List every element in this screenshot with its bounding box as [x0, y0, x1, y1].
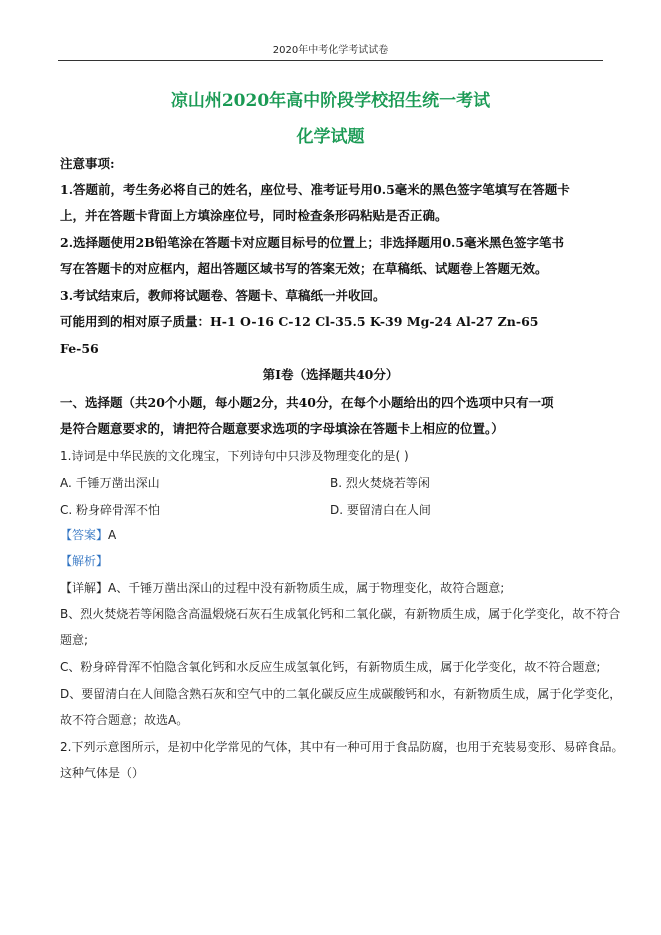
exam-title: 凉山州2020年高中阶段学校招生统一考试 [170, 91, 491, 111]
q1-detail-b1: B、烈火焚烧若等闲隐含高温煅烧石灰石生成氧化钙和二氧化碳，有新物质生成，属于化学变化，故不符合 [60, 607, 621, 621]
detail-label: 【详解】 [60, 581, 109, 595]
q1-detail-b2: 题意; [60, 633, 89, 647]
q1-option-b: B. 烈火焚烧若等闲 [330, 476, 430, 490]
section-title: 第Ⅰ卷（选择题共40分） [262, 367, 399, 382]
q1-answer [60, 527, 613, 543]
detail-a-text: A、千锤万凿出深山的过程中没有新物质生成，属于物理变化，故符合题意; [108, 581, 505, 595]
analysis-label: 【解析】 [60, 554, 109, 568]
notice-item-2a: 2.选择题使用2B铅笔涂在答题卡对应题目标号的位置上；非选择题用0.5毫米黑色签字笔书 [60, 235, 565, 250]
notice-heading: 注意事项: [60, 156, 115, 171]
atomic-mass-line-2: Fe-56 [60, 341, 99, 356]
notice-item-3: 3.考试结束后，教师将试题卷、答题卡、草稿纸一并收回。 [60, 288, 386, 303]
q1-option-d: D. 要留清白在人间 [330, 503, 431, 517]
q1-option-c: C. 粉身碎骨浑不怕 [60, 503, 161, 517]
q2-stem-a: 2.下列示意图所示，是初中化学常见的气体，其中有一种可用于食品防腐，也用于充装易变形、易碎食品。 [60, 740, 624, 754]
atomic-mass-line: 可能用到的相对原子质量：H-1 O-16 C-12 Cl-35.5 K-39 Mg-24 Al-27 Zn-65 [60, 314, 539, 329]
section-intro-b: 是符合题意要求的，请把符合题意要求选项的字母填涂在答题卡上相应的位置。） [60, 421, 504, 436]
q1-detail-c: C、粉身碎骨浑不怕隐含氧化钙和水反应生成氢氧化钙，有新物质生成，属于化学变化，故不符合题意; [60, 660, 601, 674]
q1-detail-a [60, 580, 613, 596]
exam-subtitle: 化学试题 [296, 127, 365, 147]
q1-detail-d1: D、要留清白在人间隐含熟石灰和空气中的二氧化碳反应生成碳酸钙和水，有新物质生成，属于化学变化， [60, 687, 622, 701]
q2-stem-b: 这种气体是（） [60, 766, 145, 780]
q1-analysis [60, 553, 613, 569]
notice-item-2b: 写在答题卡的对应框内，超出答题区域书写的答案无效；在草稿纸、试题卷上答题无效。 [60, 261, 548, 276]
page-header: 2020年中考化学考试试卷 [58, 44, 603, 61]
notice-item-1b: 上，并在答题卡背面上方填涂座位号，同时检查条形码粘贴是否正确。 [60, 208, 448, 223]
answer-label: 【答案】 [60, 528, 109, 542]
section-intro-a: 一、选择题（共20个小题，每小题2分，共40分，在每个小题给出的四个选项中只有一项 [60, 395, 554, 410]
q1-stem: 1.诗词是中华民族的文化瑰宝，下列诗句中只涉及物理变化的是( ) [60, 449, 409, 463]
answer-value: A [108, 528, 117, 542]
q1-detail-d2: 故不符合题意；故选A。 [60, 713, 189, 727]
q1-option-a: A. 千锤万凿出深山 [60, 476, 160, 490]
notice-item-1a: 1.答题前，考生务必将自己的姓名，座位号、准考证号用0.5毫米的黑色签字笔填写在答题卡 [60, 182, 570, 197]
